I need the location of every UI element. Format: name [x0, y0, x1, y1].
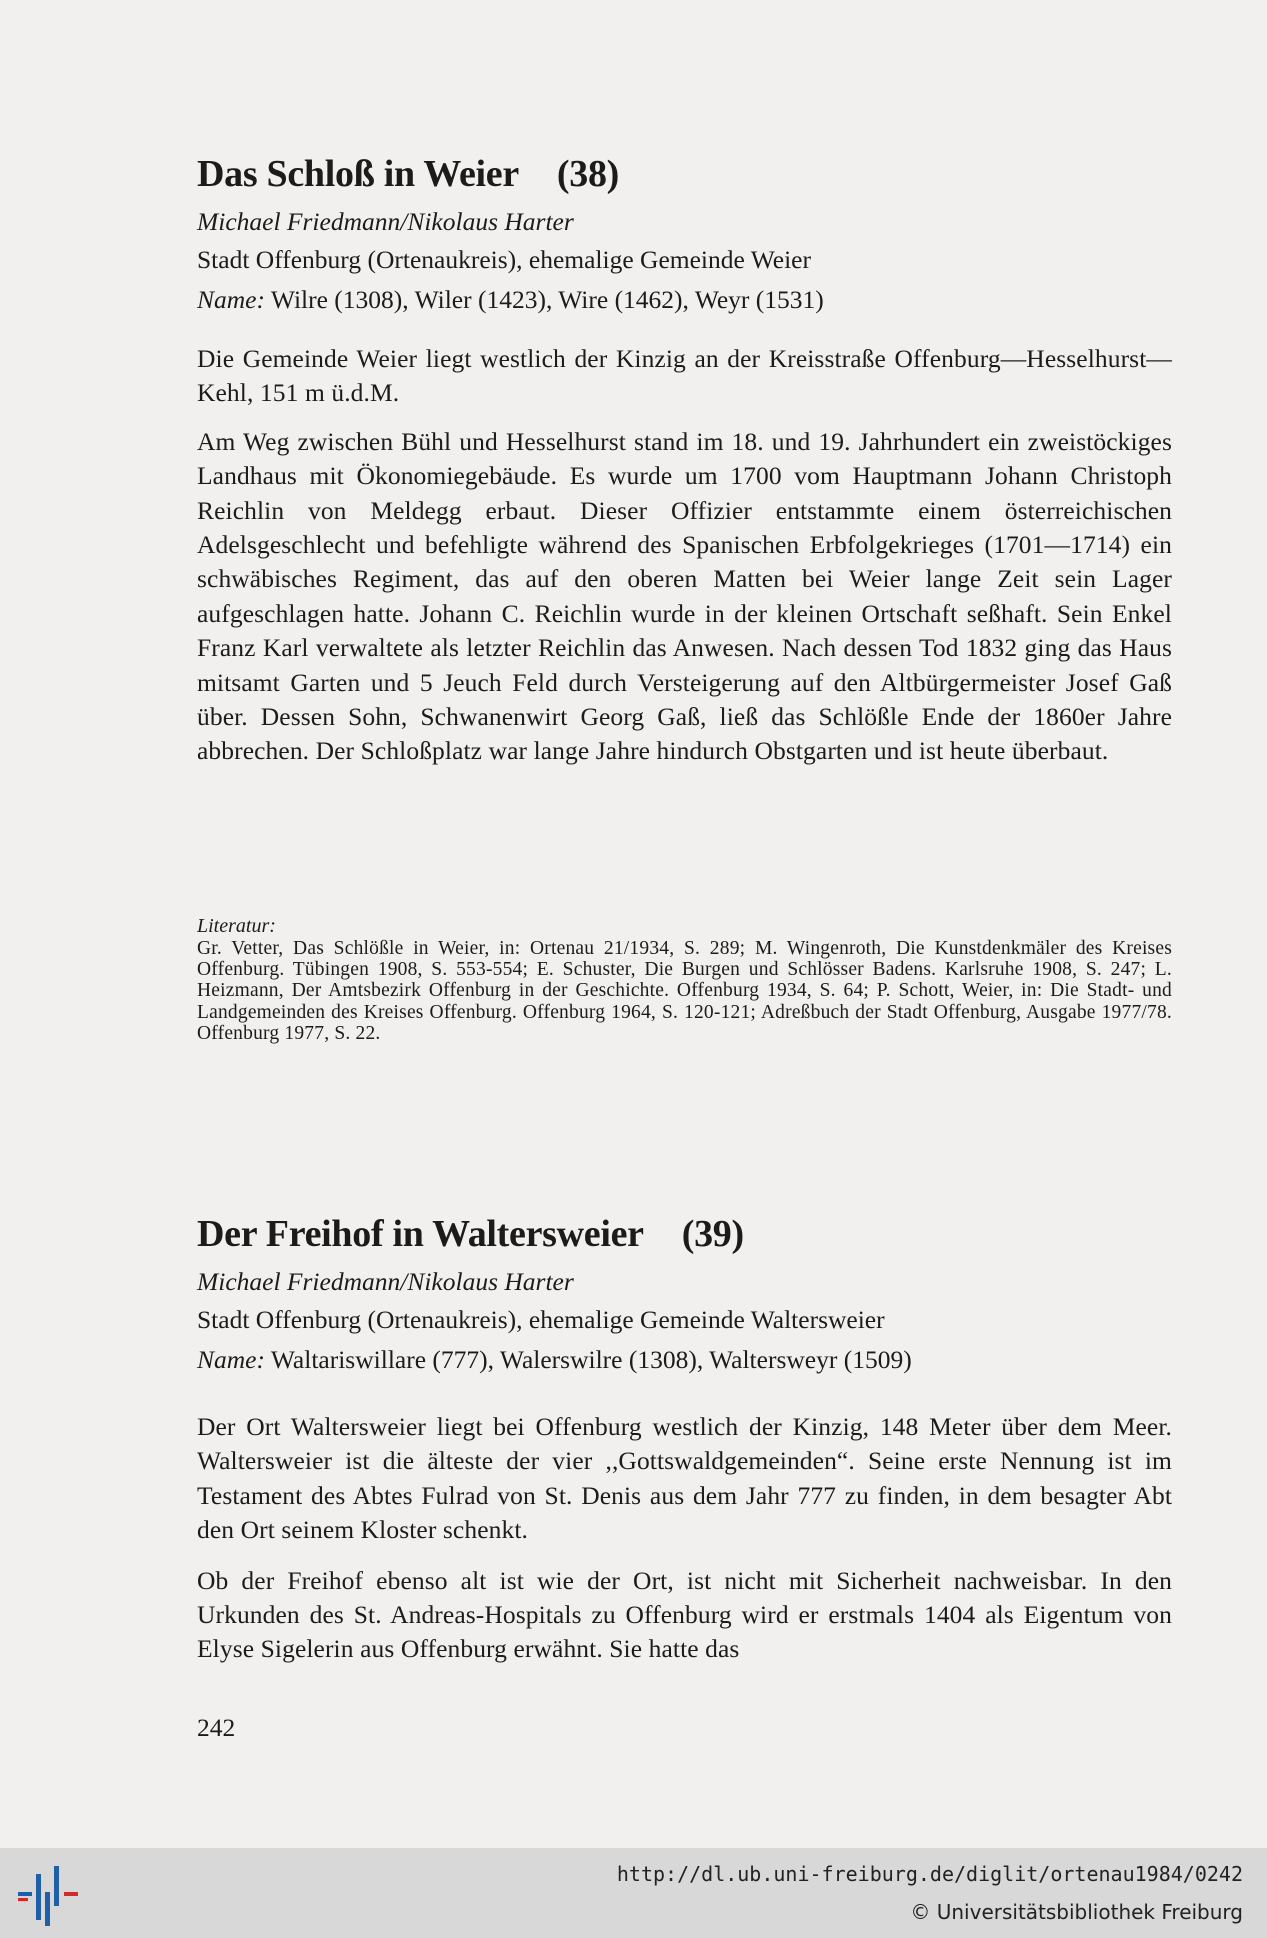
ub-freiburg-logo-icon	[14, 1862, 84, 1928]
name-value: Wilre (1308), Wiler (1423), Wire (1462), Weyr (1531)	[264, 285, 824, 314]
entry-39	[197, 1212, 1172, 1667]
body-paragraph: Der Ort Waltersweier liegt bei Offenburg westlich der Kinzig, 148 Meter über dem Meer. Waltersweier ist die älteste der vier ,,Gottswaldgemeinden“. Seine erste Nennung ist im Testament des Abtes Fulrad von St. Denis aus dem Jahr 777 zu finden, in dem besagter Abt den Ort seinem Kloster schenkt.	[197, 1412, 1172, 1545]
entry-title-text: Das Schloß in Weier	[197, 153, 519, 195]
entry-location: Stadt Offenburg (Ortenaukreis), ehemalige Gemeinde Waltersweier	[197, 1305, 885, 1334]
literature-section	[197, 914, 1172, 1044]
name-value: Waltariswillare (777), Walerswilre (1308), Waltersweyr (1509)	[264, 1345, 912, 1374]
name-label: Name:	[197, 285, 265, 314]
body-paragraph: Ob der Freihof ebenso alt ist wie der Ort, ist nicht mit Sicherheit nachweisbar. In den Urkunden des St. Andreas-Hospitals zu Offenburg wird er erstmals 1404 als Eigentum von Elyse Sigelerin aus Offenburg erwähnt. Sie hatte das	[197, 1565, 1172, 1664]
entry-authors: Michael Friedmann/Nikolaus Harter	[197, 1267, 574, 1296]
body-paragraph: Die Gemeinde Weier liegt westlich der Kinzig an der Kreisstraße Offenburg—Hesselhurst—Kehl, 151 m ü.d.M.	[197, 344, 1172, 408]
entry-title-text: Der Freihof in Waltersweier	[197, 1213, 644, 1255]
entry-38	[197, 152, 1172, 769]
footer-copyright: © Universitätsbibliothek Freiburg	[910, 1900, 1243, 1924]
name-label: Name:	[197, 1345, 265, 1374]
body-paragraph: Am Weg zwischen Bühl und Hesselhurst stand im 18. und 19. Jahrhundert ein zweistöckiges Landhaus mit Ökonomiegebäude. Es wurde um 1700 vom Hauptmann Johann Christoph Reichlin von Meldegg erbaut. Dieser Offizier entstammte einem österreichischen Adelsgeschlecht und befehligte während des Spanischen Erbfolgekrieges (1701—1714) ein schwäbisches Regiment, das auf den oberen Matten bei Weier lange Zeit sein Lager aufgeschlagen hatte. Johann C. Reichlin wurde in der kleinen Ortschaft seßhaft. Sein Enkel Franz Karl verwaltete als letzter Reichlin das Anwesen. Nach dessen Tod 1832 ging das Haus mitsamt Garten und 5 Jeuch Feld durch Versteigerung auf den Altbürgermeister Josef Gaß über. Dessen Sohn, Schwanenwirt Georg Gaß, ließ das Schlößle Ende der 1860er Jahre abbrechen. Der Schloßplatz war lange Jahre hindurch Obstgarten und ist heute überbaut.	[197, 426, 1172, 766]
entry-number: (39)	[681, 1213, 744, 1255]
entry-authors: Michael Friedmann/Nikolaus Harter	[197, 207, 574, 236]
entry-title	[197, 1212, 1172, 1256]
library-footer	[0, 1848, 1267, 1938]
footer-url[interactable]: http://dl.ub.uni-freiburg.de/diglit/ortenau1984/0242	[616, 1862, 1243, 1886]
entry-title	[197, 152, 1172, 196]
literature-text: Gr. Vetter, Das Schlößle in Weier, in: Ortenau 21/1934, S. 289; M. Wingenroth, Die Kunstdenkmäler des Kreises Offenburg. Tübingen 1908, S. 553-554; E. Schuster, Die Burgen und Schlösser Badens. Karlsruhe 1908, S. 247; L. Heizmann, Der Amtsbezirk Offenburg in der Geschichte. Offenburg 1934, S. 64; P. Schott, Weier, in: Die Stadt- und Landgemeinden des Kreises Offenburg. Offenburg 1964, S. 120-121; Adreßbuch der Stadt Offenburg, Ausgabe 1977/78. Offenburg 1977, S. 22.	[197, 938, 1172, 1044]
entry-names	[197, 280, 1172, 320]
entry-location: Stadt Offenburg (Ortenaukreis), ehemalige Gemeinde Weier	[197, 245, 811, 274]
page-number: 242	[197, 1713, 236, 1742]
literature-heading: Literatur:	[197, 915, 276, 937]
entry-number: (38)	[556, 153, 620, 195]
entry-names	[197, 1340, 1172, 1380]
